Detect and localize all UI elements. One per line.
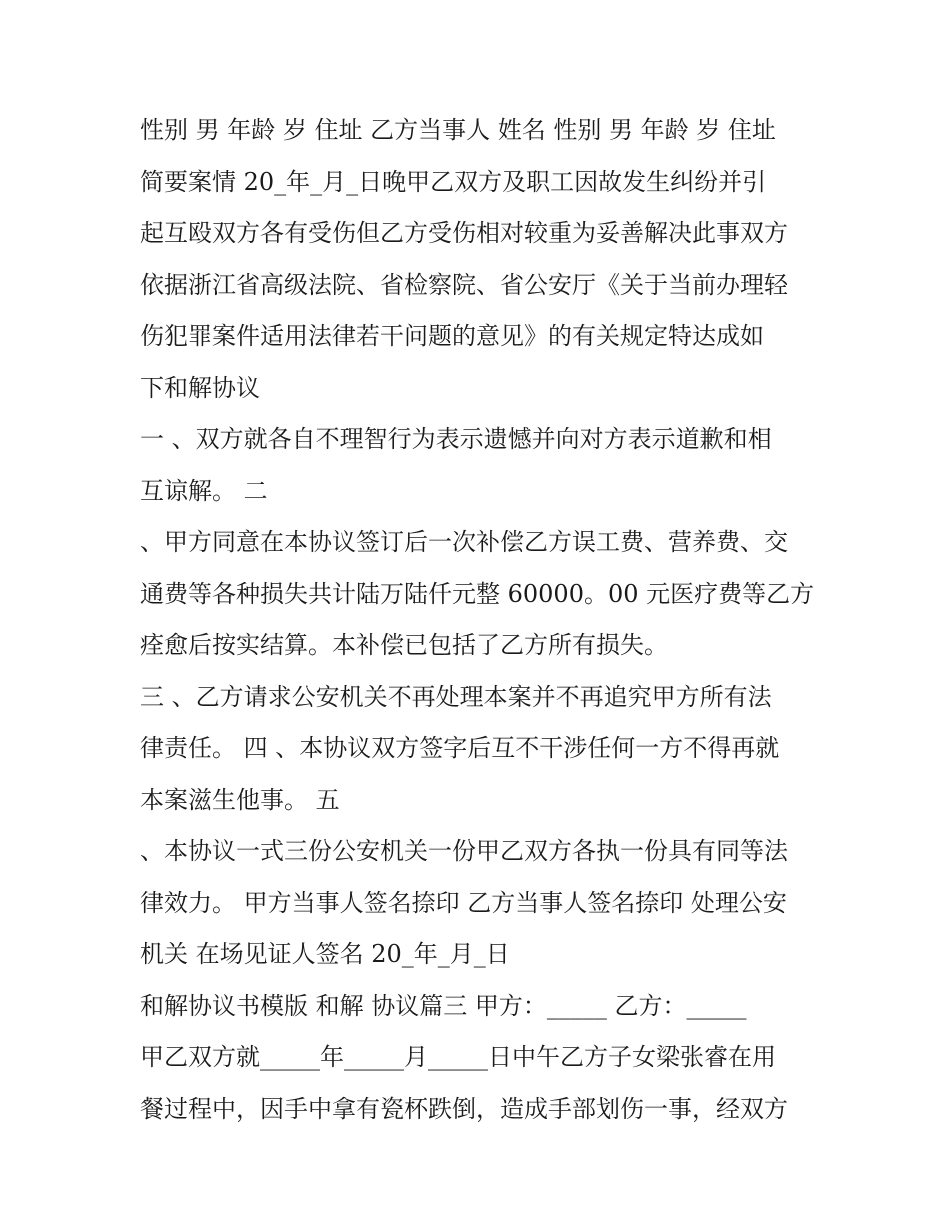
text-line: 律效力。 甲方当事人签名捺印 乙方当事人签名捺印 处理公安 xyxy=(140,888,787,917)
text-line: 三 、乙方请求公安机关不再处理本案并不再追究甲方所有法 xyxy=(140,682,772,711)
text-line: 律责任。 四 、本协议双方签字后互不干涉任何一方不得再就 xyxy=(140,734,780,762)
text-line: 伤犯罪案件适用法律若干问题的意见》的有关规定特达成如 xyxy=(140,322,764,350)
agreement-text xyxy=(140,105,820,1135)
text-line: 互谅解。 二 xyxy=(140,476,268,505)
text-line: 、甲方同意在本协议签订后一次补偿乙方误工费、营养费、交 xyxy=(140,528,788,556)
text-line: 餐过程中，因手中拿有瓷杯跌倒，造成手部划伤一事，经双方 xyxy=(140,1094,788,1123)
text-line: 通费等各种损失共计陆万陆仟元整 60000。00 元医疗费等乙方 xyxy=(140,579,815,608)
text-line: 和解协议书模版 和解 协议篇三 甲方：_____ 乙方：_____ xyxy=(140,991,747,1020)
text-line: 简要案情 20_年_月_日晚甲乙双方及职工因故发生纠纷并引 xyxy=(140,167,767,196)
text-line: 本案滋生他事。 五 xyxy=(140,785,340,814)
text-line: 下和解协议 xyxy=(140,373,260,402)
text-line: 性别 男 年龄 岁 住址 乙方当事人 姓名 性别 男 年龄 岁 住址 xyxy=(140,116,776,144)
text-line: 起互殴双方各有受伤但乙方受伤相对较重为妥善解决此事双方 xyxy=(140,219,788,247)
text-line: 痊愈后按实结算。本补偿已包括了乙方所有损失。 xyxy=(140,631,668,659)
text-line: 一 、双方就各自不理智行为表示遗憾并向对方表示道歉和相 xyxy=(140,425,772,453)
text-line: 依据浙江省高级法院、省检察院、省公安厅《关于当前办理轻 xyxy=(140,270,788,299)
text-line: 、本协议一式三份公安机关一份甲乙双方各执一份具有同等法 xyxy=(140,837,788,865)
text-line: 甲乙双方就_____年_____月_____日中午乙方子女梁张睿在用 xyxy=(140,1043,776,1071)
text-line: 机关 在场见证人签名 20_年_月_日 xyxy=(140,940,510,968)
